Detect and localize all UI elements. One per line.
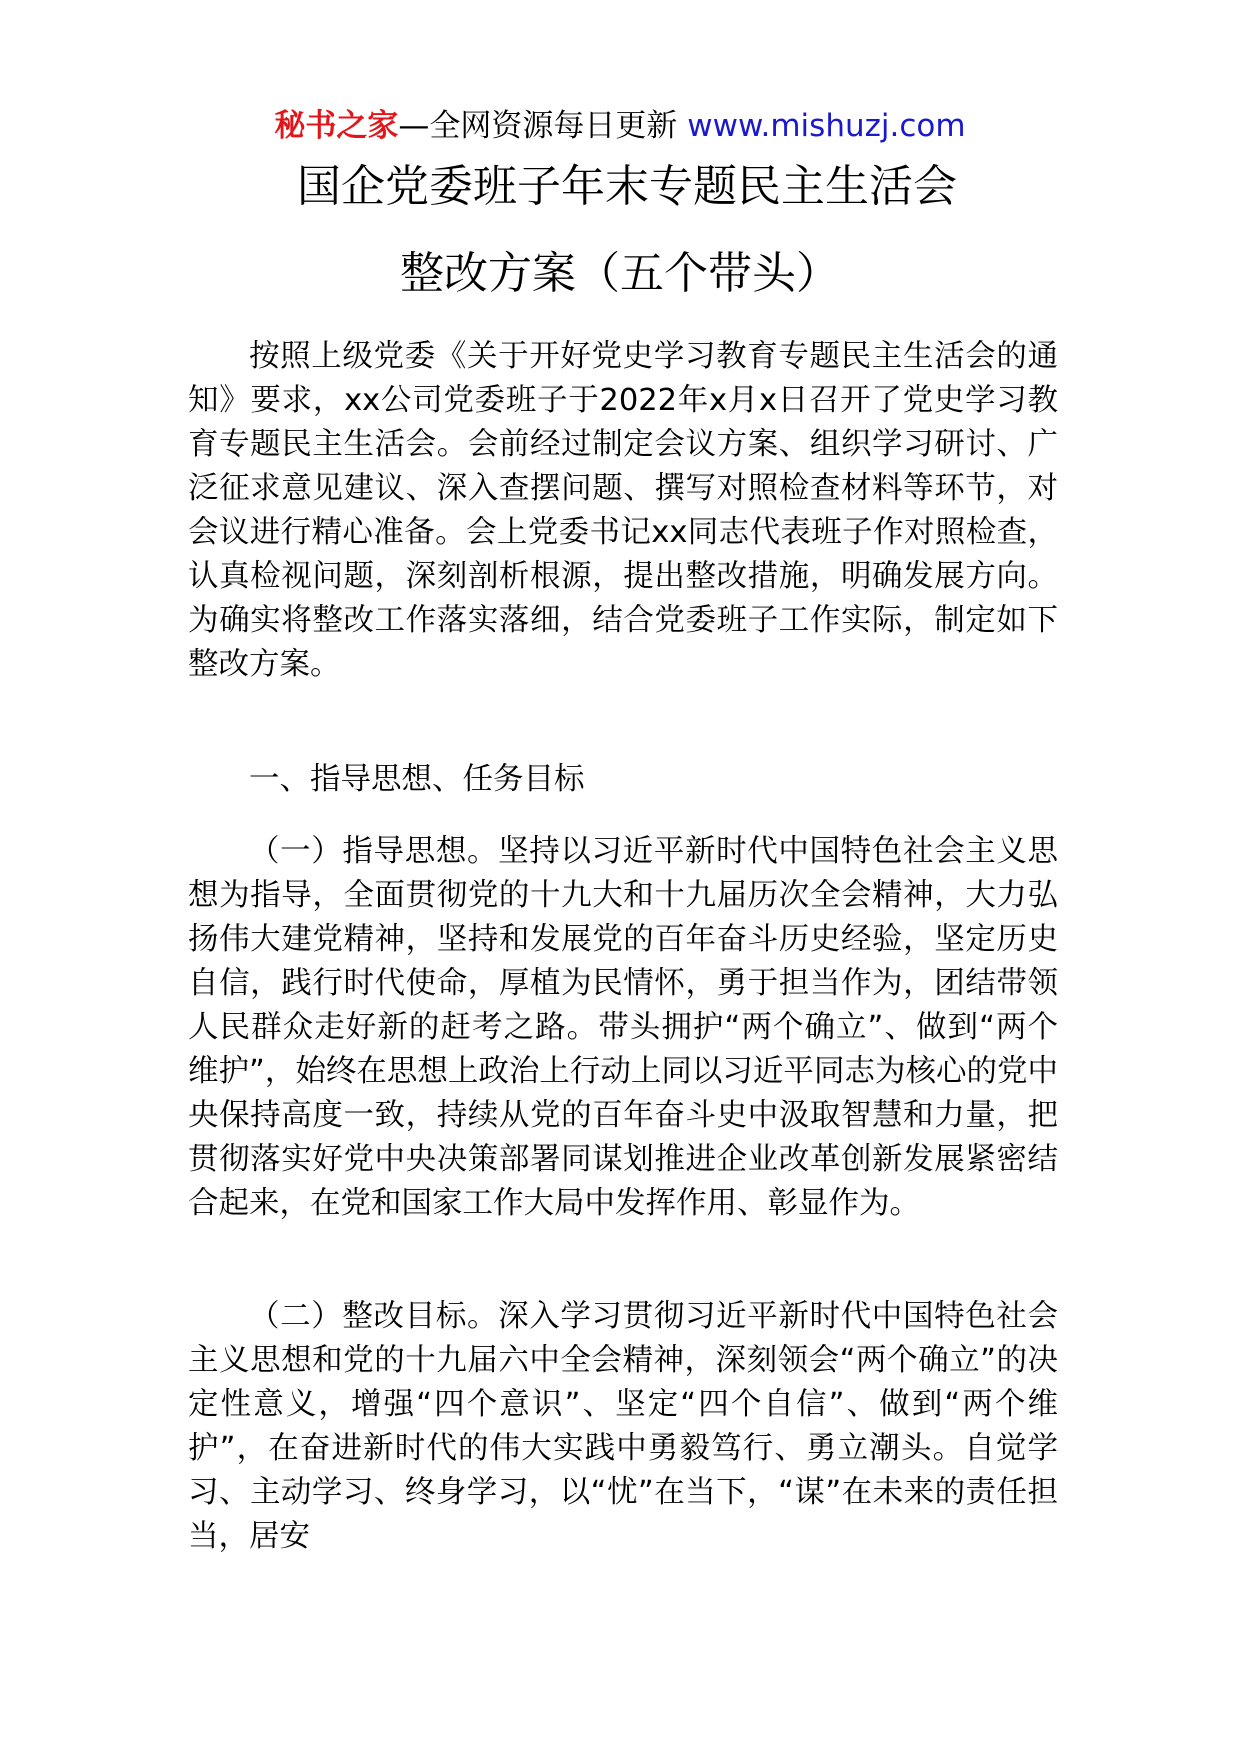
- site-url-link[interactable]: www.mishuzj.com: [687, 108, 966, 144]
- intro-paragraph-block: [188, 335, 1058, 687]
- site-slogan: —全网资源每日更新: [398, 108, 678, 144]
- document-title-line2: 整改方案（五个带头）: [400, 248, 840, 299]
- section-heading-block: [188, 758, 1058, 802]
- document-title-line1: 国企党委班子年末专题民主生活会: [297, 161, 957, 212]
- rectification-goal-block: [188, 1295, 1058, 1559]
- site-brand: 秘书之家: [274, 108, 399, 144]
- guiding-thought-paragraph: （一）指导思想。坚持以习近平新时代中国特色社会主义思想为指导，全面贯彻党的十九大和十九届历次全会精神，大力弘扬伟大建党精神，坚持和发展党的百年奋斗历史经验，坚定历史自信，践行时代使命，厚植为民情怀，勇于担当作为，团结带领人民群众走好新的赶考之路。带头拥护“两个确立”、做到“两个维护”，始终在思想上政治上行动上同以习近平同志为核心的党中央保持高度一致，持续从党的百年奋斗史中汲取智慧和力量，把贯彻落实好党中央决策部署同谋划推进企业改革创新发展紧密结合起来，在党和国家工作大局中发挥作用、彰显作为。: [188, 834, 1058, 1221]
- guiding-thought-block: [188, 830, 1058, 1226]
- site-header: [0, 104, 1240, 148]
- section-heading-1: 一、指导思想、任务目标: [249, 762, 585, 797]
- intro-paragraph: 按照上级党委《关于开好党史学习教育专题民主生活会的通知》要求，xx公司党委班子于2022年x月x日召开了党史学习教育专题民主生活会。会前经过制定会议方案、组织学习研讨、广泛征求意见建议、深入查摆问题、撰写对照检查材料等环节，对会议进行精心准备。会上党委书记xx同志代表班子作对照检查，认真检视问题，深刻剖析根源，提出整改措施，明确发展方向。为确实将整改工作落实落细，结合党委班子工作实际，制定如下整改方案。: [188, 339, 1058, 682]
- rectification-goal-paragraph: （二）整改目标。深入学习贯彻习近平新时代中国特色社会主义思想和党的十九届六中全会精神，深刻领会“两个确立”的决定性意义，增强“四个意识”、坚定“四个自信”、做到“两个维护”，在奋进新时代的伟大实践中勇毅笃行、勇立潮头。自觉学习、主动学习、终身学习，以“忧”在当下，“谋”在未来的责任担当，居安: [188, 1299, 1058, 1554]
